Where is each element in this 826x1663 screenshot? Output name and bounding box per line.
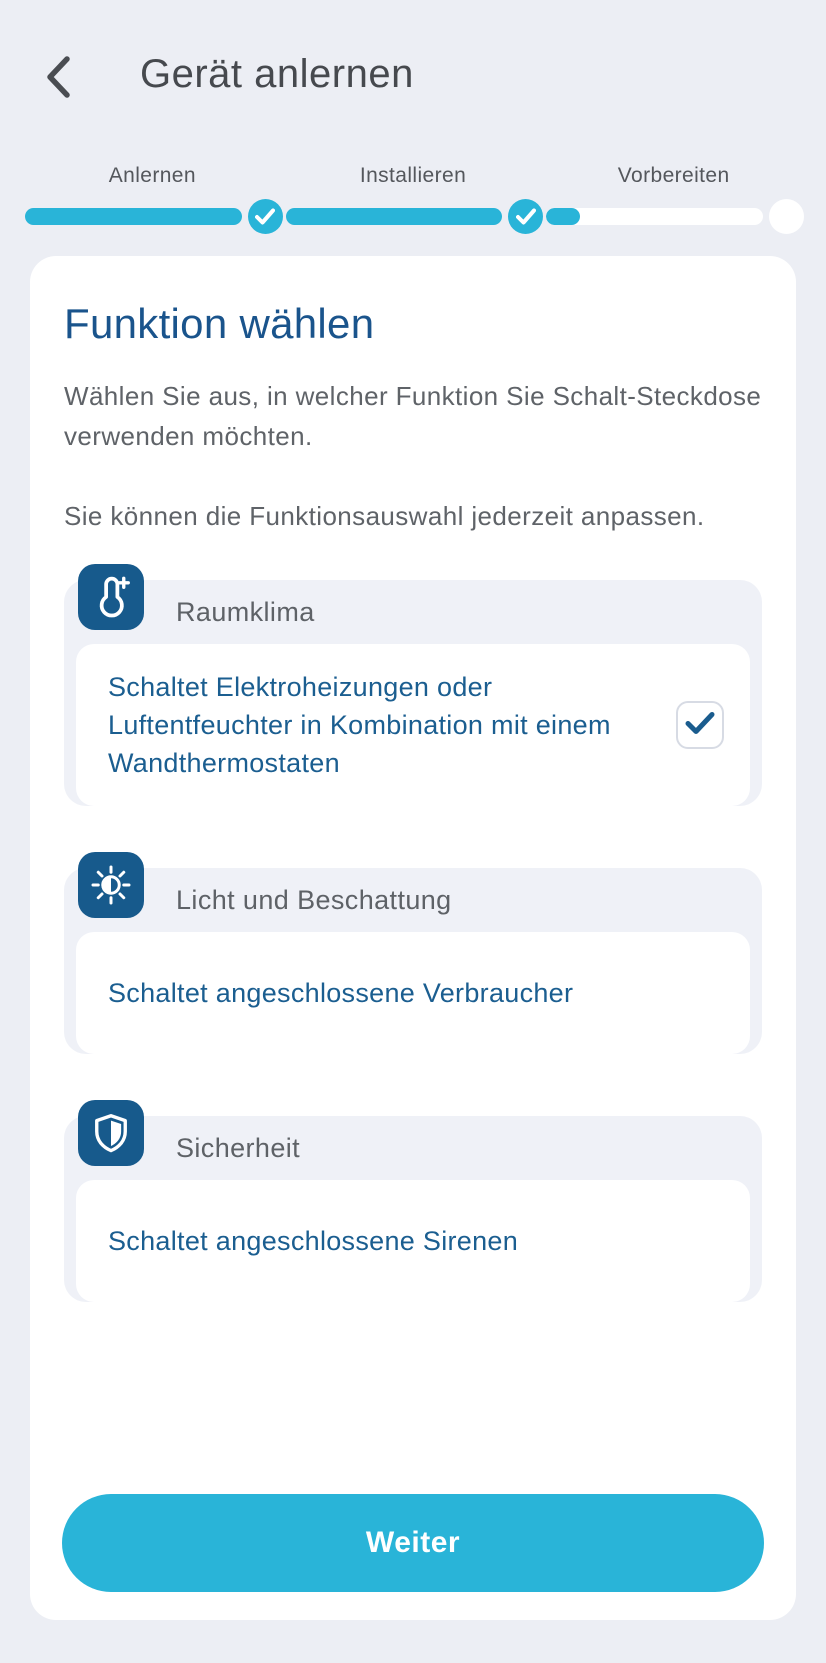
step-progress-partial — [546, 208, 580, 225]
progress-stepper — [22, 164, 804, 234]
option-sicherheit[interactable] — [64, 1100, 762, 1302]
option-label: Raumklima — [176, 596, 315, 627]
option-header — [64, 580, 762, 644]
option-body — [64, 580, 762, 806]
option-description: Schaltet Elektroheizungen oder Luftentfeuchter in Kombination mit einem Wandthermostaten — [108, 672, 611, 778]
step-track — [543, 199, 804, 234]
sun-icon — [78, 852, 144, 918]
card-heading: Funktion wählen — [64, 300, 375, 347]
chevron-left-icon — [44, 54, 72, 103]
back-button[interactable] — [38, 54, 78, 102]
step-progress-bar — [25, 208, 242, 225]
header — [0, 0, 826, 104]
step-installieren — [283, 164, 544, 234]
step-progress-bar — [286, 208, 503, 225]
shield-icon — [78, 1100, 144, 1166]
option-header — [64, 868, 762, 932]
page-title: Gerät anlernen — [140, 52, 414, 96]
option-label: Licht und Beschattung — [176, 884, 452, 915]
option-body — [64, 868, 762, 1054]
step-vorbereiten — [543, 164, 804, 234]
step-track — [22, 199, 283, 234]
option-inner — [76, 644, 750, 806]
option-header — [64, 1116, 762, 1180]
card-description-2: Sie können die Funktionsauswahl jederzeit anpassen. — [64, 501, 705, 531]
weiter-button[interactable]: Weiter — [62, 1494, 764, 1592]
step-track — [283, 199, 544, 234]
card-description-1: Wählen Sie aus, in welcher Funktion Sie Schalt-Steckdose verwenden möchten. — [64, 381, 762, 451]
raumklima-checkbox[interactable] — [676, 701, 724, 749]
step-label: Vorbereiten — [617, 164, 730, 187]
option-licht-und-beschattung[interactable] — [64, 852, 762, 1054]
option-description: Schaltet angeschlossene Verbraucher — [108, 978, 574, 1008]
option-label: Sicherheit — [176, 1132, 301, 1163]
step-circle-pending — [769, 199, 804, 234]
step-progress-bar — [546, 208, 763, 225]
option-inner — [76, 1180, 750, 1302]
step-anlernen — [22, 164, 283, 234]
option-inner — [76, 932, 750, 1054]
step-label: Anlernen — [108, 164, 196, 187]
option-raumklima[interactable] — [64, 564, 762, 806]
step-label: Installieren — [359, 164, 467, 187]
option-description: Schaltet angeschlossene Sirenen — [108, 1226, 519, 1256]
step-check-icon — [508, 199, 543, 234]
function-select-card — [30, 256, 796, 1620]
step-check-icon — [248, 199, 283, 234]
thermometer-plus-icon — [78, 564, 144, 630]
option-body — [64, 1116, 762, 1302]
checkmark-icon — [685, 711, 715, 740]
